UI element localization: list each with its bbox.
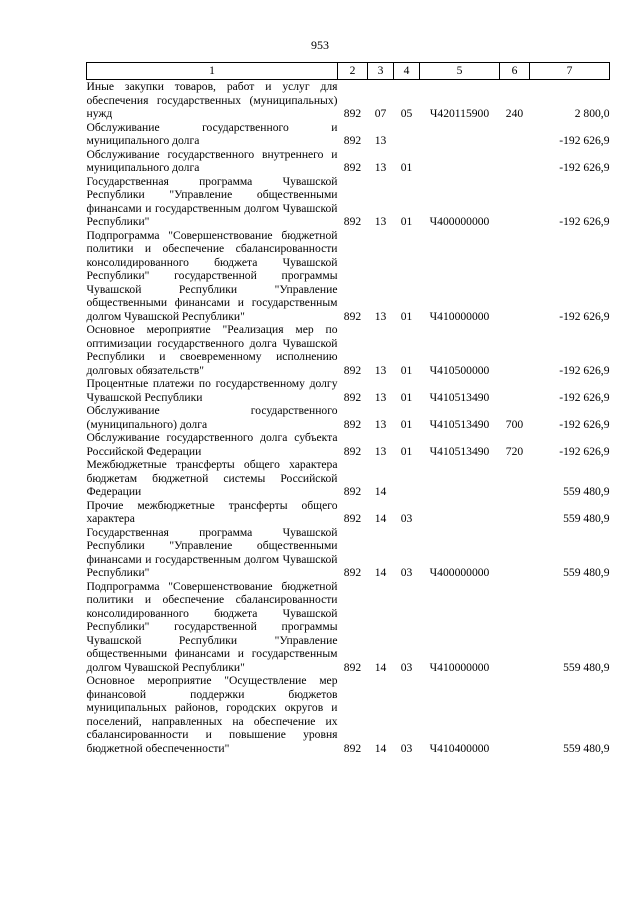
row-amount-cell: -192 626,9 xyxy=(559,134,610,147)
row-name-cell: Обслуживание государственного внутреннего и муниципального долга xyxy=(86,147,338,174)
row-code-cell: 892 xyxy=(343,134,362,147)
table-row xyxy=(87,121,610,148)
row-subsection-cell: 03 xyxy=(400,660,413,674)
table-row xyxy=(87,377,610,404)
row-subsection-cell: 03 xyxy=(400,741,413,755)
row-subsection-cell: 01 xyxy=(400,161,413,174)
row-amount-cell: 559 480,9 xyxy=(563,741,610,755)
row-section-cell: 07 xyxy=(374,107,387,120)
column-header: 2 xyxy=(338,63,368,80)
row-subsection-cell xyxy=(394,458,420,499)
row-target-article-cell xyxy=(420,458,500,499)
row-expense-type-cell xyxy=(500,526,530,580)
column-header: 3 xyxy=(368,63,394,80)
table-row xyxy=(87,175,610,229)
table-row xyxy=(87,148,610,175)
row-name-cell: Основное мероприятие "Осуществление мер финансовой поддержки бюджетов муниципальных районов, городских округов и поселений, направленных на обеспечение их сбалансированности и повышение уровня бюджетной обеспеченности" xyxy=(86,674,338,755)
table-body xyxy=(87,80,610,756)
row-amount-cell: 559 480,9 xyxy=(563,660,610,674)
row-amount-cell: -192 626,9 xyxy=(559,363,610,377)
row-subsection-cell xyxy=(394,121,420,148)
column-header: 4 xyxy=(394,63,420,80)
row-section-cell: 13 xyxy=(374,390,387,404)
row-target-article-cell: Ч400000000 xyxy=(429,215,490,228)
row-expense-type-cell: 240 xyxy=(505,107,524,120)
row-name-cell: Обслуживание государственного и муниципального долга xyxy=(86,120,338,147)
row-subsection-cell: 05 xyxy=(400,107,413,120)
row-name-cell: Подпрограмма "Совершенствование бюджетной политики и обеспечение сбалансированности консолидированного бюджета Чувашской Республики" государственной программы Чувашской Республики "Управление общественными финансами и государственным долгом Чувашской Республики" xyxy=(86,579,338,674)
column-header: 6 xyxy=(500,63,530,80)
row-amount-cell: -192 626,9 xyxy=(559,444,610,458)
row-expense-type-cell xyxy=(500,148,530,175)
row-code-cell: 892 xyxy=(343,309,362,323)
row-amount-cell: 2 800,0 xyxy=(574,107,610,120)
row-name-cell: Обслуживание государственного долга субъекта Российской Федерации xyxy=(86,431,338,458)
column-header: 7 xyxy=(530,63,610,80)
row-section-cell: 13 xyxy=(374,363,387,377)
row-code-cell: 892 xyxy=(343,161,362,174)
row-subsection-cell: 01 xyxy=(400,215,413,228)
row-expense-type-cell xyxy=(500,377,530,404)
row-section-cell: 13 xyxy=(374,444,387,458)
table-row xyxy=(87,499,610,526)
row-section-cell: 13 xyxy=(374,309,387,323)
row-expense-type-cell xyxy=(500,458,530,499)
row-expense-type-cell xyxy=(500,499,530,526)
row-code-cell: 892 xyxy=(343,363,362,377)
row-code-cell: 892 xyxy=(343,741,362,755)
column-header: 1 xyxy=(87,63,338,80)
row-name-cell: Государственная программа Чувашской Республики "Управление общественными финансами и государственным долгом Чувашской Республики" xyxy=(86,525,338,579)
row-target-article-cell: Ч410513490 xyxy=(429,390,490,404)
row-subsection-cell: 01 xyxy=(400,417,413,431)
row-amount-cell: -192 626,9 xyxy=(559,417,610,431)
row-section-cell: 13 xyxy=(374,417,387,431)
table-row xyxy=(87,404,610,431)
row-code-cell: 892 xyxy=(343,660,362,674)
row-expense-type-cell xyxy=(500,580,530,675)
row-target-article-cell: Ч410513490 xyxy=(429,417,490,431)
table-row xyxy=(87,80,610,121)
row-target-article-cell xyxy=(420,121,500,148)
row-name-cell: Процентные платежи по государственному долгу Чувашской Республики xyxy=(86,377,338,404)
row-target-article-cell: Ч410513490 xyxy=(429,444,490,458)
row-name-cell: Подпрограмма "Совершенствование бюджетной политики и обеспечение сбалансированности консолидированного бюджета Чувашской Республики" государственной программы Чувашской Республики "Управление общественными финансами и государственным долгом Чувашской Республики" xyxy=(86,228,338,323)
row-section-cell: 14 xyxy=(374,660,387,674)
row-section-cell: 13 xyxy=(374,161,387,174)
row-expense-type-cell xyxy=(500,674,530,755)
row-target-article-cell: Ч410000000 xyxy=(429,660,490,674)
row-code-cell: 892 xyxy=(343,566,362,579)
row-code-cell: 892 xyxy=(343,107,362,120)
row-amount-cell: -192 626,9 xyxy=(559,390,610,404)
row-name-cell: Иные закупки товаров, работ и услуг для обеспечения государственных (муниципальных) нужд xyxy=(86,80,338,120)
row-amount-cell: -192 626,9 xyxy=(559,309,610,323)
row-name-cell: Государственная программа Чувашской Республики "Управление общественными финансами и государственным долгом Чувашской Республики" xyxy=(86,174,338,228)
table-row xyxy=(87,458,610,499)
row-code-cell: 892 xyxy=(343,215,362,228)
row-expense-type-cell xyxy=(500,121,530,148)
row-code-cell: 892 xyxy=(343,512,362,525)
row-name-cell: Обслуживание государственного (муниципального) долга xyxy=(86,404,338,431)
row-section-cell: 14 xyxy=(374,566,387,579)
row-name-cell: Межбюджетные трансферты общего характера бюджетам бюджетной системы Российской Федерации xyxy=(86,458,338,498)
row-amount-cell: 559 480,9 xyxy=(563,566,610,579)
row-section-cell: 13 xyxy=(374,134,387,147)
row-section-cell: 14 xyxy=(374,512,387,525)
row-target-article-cell: Ч400000000 xyxy=(429,566,490,579)
row-target-article-cell: Ч420115900 xyxy=(429,107,490,120)
row-code-cell: 892 xyxy=(343,485,362,498)
row-subsection-cell: 03 xyxy=(400,566,413,579)
row-amount-cell: 559 480,9 xyxy=(563,512,610,525)
page-number: 953 xyxy=(311,38,329,52)
row-name-cell: Основное мероприятие "Реализация мер по оптимизации государственного долга Чувашской Республики и своевременному исполнению долговых обязательств" xyxy=(86,323,338,377)
table-row xyxy=(87,431,610,458)
row-code-cell: 892 xyxy=(343,444,362,458)
row-amount-cell: -192 626,9 xyxy=(559,215,610,228)
row-section-cell: 14 xyxy=(374,485,387,498)
row-target-article-cell xyxy=(420,499,500,526)
row-target-article-cell: Ч410400000 xyxy=(429,741,490,755)
row-name-cell: Прочие межбюджетные трансферты общего характера xyxy=(86,498,338,525)
row-subsection-cell: 01 xyxy=(400,363,413,377)
row-subsection-cell: 03 xyxy=(400,512,413,525)
row-target-article-cell: Ч410000000 xyxy=(429,309,490,323)
row-amount-cell: -192 626,9 xyxy=(559,161,610,174)
budget-table xyxy=(86,62,610,755)
row-subsection-cell: 01 xyxy=(400,309,413,323)
row-section-cell: 14 xyxy=(374,741,387,755)
row-target-article-cell xyxy=(420,148,500,175)
row-expense-type-cell xyxy=(500,229,530,324)
row-code-cell: 892 xyxy=(343,390,362,404)
row-expense-type-cell: 720 xyxy=(505,444,524,458)
row-subsection-cell: 01 xyxy=(400,390,413,404)
column-header: 5 xyxy=(420,63,500,80)
table-header-row xyxy=(87,63,610,80)
row-subsection-cell: 01 xyxy=(400,444,413,458)
row-expense-type-cell xyxy=(500,323,530,377)
table-row xyxy=(87,323,610,377)
table-row xyxy=(87,674,610,755)
row-expense-type-cell xyxy=(500,175,530,229)
table-row xyxy=(87,526,610,580)
row-section-cell: 13 xyxy=(374,215,387,228)
table-row xyxy=(87,229,610,324)
row-code-cell: 892 xyxy=(343,417,362,431)
table-row xyxy=(87,580,610,675)
row-expense-type-cell: 700 xyxy=(505,417,524,431)
row-amount-cell: 559 480,9 xyxy=(563,485,610,498)
row-target-article-cell: Ч410500000 xyxy=(429,363,490,377)
